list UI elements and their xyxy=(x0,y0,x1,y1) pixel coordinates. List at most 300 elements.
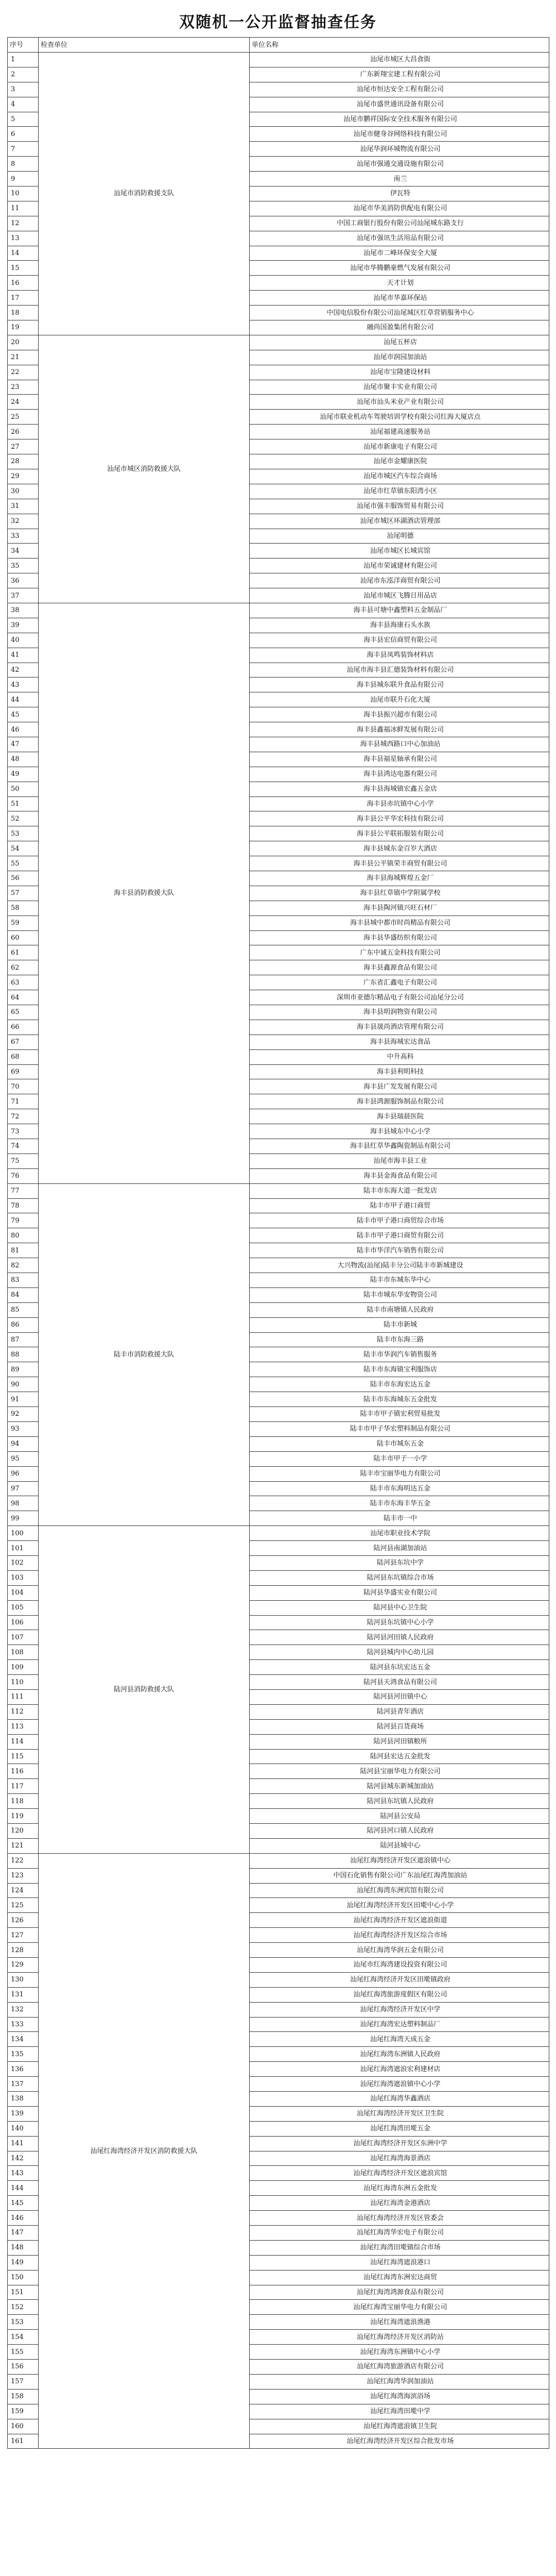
row-unit: 陆丰市一中 xyxy=(250,1511,549,1526)
row-unit: 汕尾市华美消防供配电有限公司 xyxy=(250,201,549,216)
row-seq: 22 xyxy=(8,365,39,380)
row-seq: 118 xyxy=(8,1794,39,1809)
row-seq: 161 xyxy=(8,2434,39,2449)
row-seq: 159 xyxy=(8,2404,39,2419)
row-unit: 汕尾福建高速服务站 xyxy=(250,425,549,439)
row-unit: 南兰 xyxy=(250,172,549,187)
row-seq: 137 xyxy=(8,2077,39,2092)
row-seq: 124 xyxy=(8,1883,39,1898)
row-seq: 23 xyxy=(8,380,39,395)
row-unit: 汕尾红海湾田墘五金 xyxy=(250,2121,549,2136)
row-seq: 122 xyxy=(8,1853,39,1868)
row-unit: 汕尾市华嘉环保站 xyxy=(250,291,549,306)
row-seq: 59 xyxy=(8,916,39,930)
row-unit: 陆河县河田镇中心 xyxy=(250,1689,549,1704)
row-unit: 深圳市亚德尔精品电子有限公司汕尾分公司 xyxy=(250,990,549,1005)
row-unit: 陆河县宏达五金批发 xyxy=(250,1749,549,1764)
row-seq: 15 xyxy=(8,261,39,276)
row-unit: 汕尾红海湾旅游酒店有限公司 xyxy=(250,2360,549,2375)
row-unit: 广东新翔宝建工程有限公司 xyxy=(250,67,549,82)
row-unit: 汕尾红海湾华润五金有限公司 xyxy=(250,1943,549,1958)
row-seq: 108 xyxy=(8,1645,39,1660)
row-unit: 海丰县晟尚酒店管理有限公司 xyxy=(250,1020,549,1035)
row-unit: 陆丰市甲子港口商贸有限公司 xyxy=(250,1228,549,1243)
row-seq: 6 xyxy=(8,127,39,142)
row-unit: 陆河县东坑中学 xyxy=(250,1555,549,1570)
row-seq: 70 xyxy=(8,1079,39,1094)
row-unit: 汕尾市健身谷网络科技有限公司 xyxy=(250,127,549,142)
row-seq: 28 xyxy=(8,454,39,469)
row-seq: 131 xyxy=(8,1987,39,2002)
table-row xyxy=(8,1526,549,1541)
row-unit: 汕尾红海湾经济开发区综合市场 xyxy=(250,1928,549,1943)
row-unit: 汕尾市金耀康医院 xyxy=(250,454,549,469)
row-seq: 83 xyxy=(8,1273,39,1288)
row-seq: 94 xyxy=(8,1436,39,1451)
row-seq: 78 xyxy=(8,1198,39,1213)
row-seq: 151 xyxy=(8,2285,39,2300)
row-dept: 汕尾市消防救援支队 xyxy=(39,53,250,335)
row-seq: 1 xyxy=(8,53,39,67)
row-seq: 62 xyxy=(8,960,39,975)
row-unit: 海丰县利明科技 xyxy=(250,1064,549,1079)
row-seq: 65 xyxy=(8,1005,39,1020)
table-row xyxy=(8,1183,549,1198)
row-seq: 87 xyxy=(8,1332,39,1347)
row-unit: 汕尾市润园加油站 xyxy=(250,350,549,365)
row-unit: 陆丰市新城 xyxy=(250,1317,549,1332)
row-unit: 陆丰市宝丽华电力有限公司 xyxy=(250,1466,549,1481)
row-unit: 陆丰市华洋汽车销售有限公司 xyxy=(250,1243,549,1258)
row-unit: 陆河县城中心 xyxy=(250,1838,549,1853)
row-seq: 42 xyxy=(8,663,39,677)
table-row xyxy=(8,53,549,67)
table-body xyxy=(8,53,549,2449)
row-seq: 79 xyxy=(8,1213,39,1228)
row-unit: 汕尾红海湾遮浪港口 xyxy=(250,2255,549,2270)
row-unit: 汕尾红海湾东洲五金批发 xyxy=(250,2181,549,2196)
row-unit: 陆丰市南塘镇人民政府 xyxy=(250,1302,549,1317)
row-unit: 汕尾红海湾遮浪镇中心小学 xyxy=(250,2077,549,2092)
row-seq: 68 xyxy=(8,1049,39,1064)
row-seq: 46 xyxy=(8,722,39,737)
row-unit: 陆河县东坑宏达五金 xyxy=(250,1660,549,1675)
row-unit: 汕尾红海湾经济开发区消防站 xyxy=(250,2330,549,2345)
row-seq: 60 xyxy=(8,930,39,945)
row-seq: 119 xyxy=(8,1809,39,1824)
row-seq: 38 xyxy=(8,603,39,618)
row-unit: 汕尾市鹏祥国际安全技术服务有限公司 xyxy=(250,112,549,127)
row-seq: 40 xyxy=(8,633,39,648)
row-seq: 128 xyxy=(8,1943,39,1958)
row-seq: 57 xyxy=(8,886,39,901)
row-unit: 汕尾红海湾经济开发区田墘中心小学 xyxy=(250,1898,549,1913)
row-seq: 45 xyxy=(8,707,39,722)
row-unit: 海丰县瑞晨医院 xyxy=(250,1109,549,1124)
row-seq: 37 xyxy=(8,588,39,603)
row-seq: 56 xyxy=(8,871,39,886)
row-seq: 31 xyxy=(8,499,39,514)
row-unit: 汕尾红海湾遮浪渔港 xyxy=(250,2315,549,2330)
row-seq: 100 xyxy=(8,1526,39,1541)
row-seq: 33 xyxy=(8,529,39,544)
header-seq: 序号 xyxy=(8,38,39,53)
row-seq: 91 xyxy=(8,1392,39,1407)
row-unit: 陆丰市东海镇宝利服饰店 xyxy=(250,1362,549,1377)
row-seq: 97 xyxy=(8,1481,39,1496)
row-seq: 92 xyxy=(8,1407,39,1422)
row-seq: 64 xyxy=(8,990,39,1005)
row-seq: 12 xyxy=(8,216,39,231)
row-unit: 广东中诚五金科技有限公司 xyxy=(250,945,549,960)
row-seq: 126 xyxy=(8,1913,39,1928)
row-unit: 汕尾红海湾田墘中学 xyxy=(250,2404,549,2419)
row-seq: 24 xyxy=(8,395,39,410)
row-seq: 152 xyxy=(8,2300,39,2315)
row-unit: 汕尾市聚丰实业有限公司 xyxy=(250,380,549,395)
row-seq: 17 xyxy=(8,291,39,306)
row-unit: 汕尾红海湾金港酒店 xyxy=(250,2196,549,2211)
row-seq: 140 xyxy=(8,2121,39,2136)
row-seq: 144 xyxy=(8,2181,39,2196)
row-unit: 汕尾红海湾经济开发区遮浪街道 xyxy=(250,1913,549,1928)
row-seq: 115 xyxy=(8,1749,39,1764)
row-unit: 汕尾红海湾遮浪宏利建材店 xyxy=(250,2062,549,2077)
row-unit: 汕尾市二峰环保安全大厦 xyxy=(250,246,549,261)
row-unit: 海丰县金海食品有限公司 xyxy=(250,1168,549,1183)
row-seq: 102 xyxy=(8,1555,39,1570)
row-unit: 汕尾市华腾鹏豪燃气发展有限公司 xyxy=(250,261,549,276)
row-seq: 98 xyxy=(8,1496,39,1511)
row-seq: 145 xyxy=(8,2196,39,2211)
row-seq: 117 xyxy=(8,1779,39,1794)
row-unit: 汕尾市红草镇东阳湾小区 xyxy=(250,484,549,499)
row-seq: 104 xyxy=(8,1585,39,1600)
row-seq: 127 xyxy=(8,1928,39,1943)
row-unit: 汕尾市汕头米业产业有限公司 xyxy=(250,395,549,410)
row-seq: 136 xyxy=(8,2062,39,2077)
row-seq: 153 xyxy=(8,2315,39,2330)
row-unit: 汕尾红海湾鸿源食品有限公司 xyxy=(250,2285,549,2300)
row-unit: 伊瓦特 xyxy=(250,187,549,201)
row-seq: 39 xyxy=(8,618,39,633)
row-seq: 26 xyxy=(8,425,39,439)
row-seq: 34 xyxy=(8,544,39,558)
row-seq: 148 xyxy=(8,2240,39,2255)
table-header-row xyxy=(8,38,549,53)
row-seq: 112 xyxy=(8,1704,39,1719)
row-unit: 陆丰市甲子港口商贸综合市场 xyxy=(250,1213,549,1228)
row-unit: 陆河县河田镇人民政府 xyxy=(250,1630,549,1645)
table-row xyxy=(8,603,549,618)
row-unit: 汕尾市海丰县工业 xyxy=(250,1154,549,1168)
row-seq: 51 xyxy=(8,796,39,811)
row-seq: 54 xyxy=(8,841,39,856)
row-seq: 143 xyxy=(8,2166,39,2181)
row-seq: 30 xyxy=(8,484,39,499)
row-unit: 海丰县海城镇宏鑫五金店 xyxy=(250,782,549,796)
row-seq: 10 xyxy=(8,187,39,201)
row-unit: 汕尾红海湾华润加油站 xyxy=(250,2374,549,2389)
row-unit: 海丰县红草镇中学附属学校 xyxy=(250,886,549,901)
row-unit: 陆河县公安局 xyxy=(250,1809,549,1824)
row-seq: 114 xyxy=(8,1734,39,1749)
row-unit: 陆丰市城东华安物资公司 xyxy=(250,1287,549,1302)
row-seq: 84 xyxy=(8,1287,39,1302)
row-unit: 汕尾市城区长城宾馆 xyxy=(250,544,549,558)
row-seq: 75 xyxy=(8,1154,39,1168)
row-unit: 海丰县鑫福冰鲜发展有限公司 xyxy=(250,722,549,737)
row-unit: 陆丰市东海丰华五金 xyxy=(250,1496,549,1511)
row-unit: 陆丰市甲子华宏塑料制品有限公司 xyxy=(250,1421,549,1436)
row-seq: 14 xyxy=(8,246,39,261)
row-unit: 汕尾红海湾宝丽华电力有限公司 xyxy=(250,2300,549,2315)
row-unit: 海丰县海康石头水族 xyxy=(250,618,549,633)
row-seq: 58 xyxy=(8,901,39,916)
row-unit: 陆河县河口镇人民政府 xyxy=(250,1823,549,1838)
row-seq: 19 xyxy=(8,320,39,335)
row-unit: 汕尾红海湾经济开发区东洲中学 xyxy=(250,2136,549,2151)
row-unit: 陆河县华盛实业有限公司 xyxy=(250,1585,549,1600)
row-seq: 149 xyxy=(8,2255,39,2270)
row-unit: 陆河县南湖加油站 xyxy=(250,1541,549,1556)
row-seq: 107 xyxy=(8,1630,39,1645)
row-dept: 汕尾红海湾经济开发区消防救援大队 xyxy=(39,1853,250,2449)
row-unit: 汕尾明德 xyxy=(250,529,549,544)
row-seq: 99 xyxy=(8,1511,39,1526)
row-dept: 陆河县消防救援大队 xyxy=(39,1526,250,1854)
row-seq: 27 xyxy=(8,439,39,454)
row-seq: 130 xyxy=(8,1972,39,1987)
row-unit: 汕尾市城区大昌食街 xyxy=(250,53,549,67)
row-seq: 16 xyxy=(8,276,39,291)
row-dept: 汕尾市城区消防救援大队 xyxy=(39,335,250,603)
row-seq: 105 xyxy=(8,1600,39,1615)
row-unit: 汕尾红海湾海景酒店 xyxy=(250,2151,549,2166)
row-seq: 150 xyxy=(8,2270,39,2285)
row-unit: 融尚国盈集团有限公司 xyxy=(250,320,549,335)
row-seq: 133 xyxy=(8,2017,39,2032)
row-unit: 海丰县华盛纺织有限公司 xyxy=(250,930,549,945)
row-seq: 25 xyxy=(8,410,39,425)
inspection-table xyxy=(7,37,549,2449)
row-seq: 147 xyxy=(8,2226,39,2241)
row-unit: 汕尾五杯店 xyxy=(250,335,549,350)
row-seq: 55 xyxy=(8,856,39,871)
row-unit: 中国工商银行股份有限公司汕尾城东路支行 xyxy=(250,216,549,231)
row-unit: 汕尾市联业机动车驾驶培训学校有限公司红海大厦店点 xyxy=(250,410,549,425)
row-seq: 5 xyxy=(8,112,39,127)
row-unit: 陆河县东坑镇综合市场 xyxy=(250,1570,549,1585)
row-unit: 汕尾红海湾经济开发区遮浪宾馆 xyxy=(250,2166,549,2181)
row-unit: 海丰县广发发展有限公司 xyxy=(250,1079,549,1094)
row-seq: 160 xyxy=(8,2419,39,2434)
row-unit: 陆河县城内中心幼儿园 xyxy=(250,1645,549,1660)
row-unit: 海丰县振兴超市有限公司 xyxy=(250,707,549,722)
row-seq: 125 xyxy=(8,1898,39,1913)
row-unit: 天才计划 xyxy=(250,276,549,291)
row-unit: 海丰县明润物资有限公司 xyxy=(250,1005,549,1020)
row-seq: 3 xyxy=(8,82,39,97)
row-seq: 95 xyxy=(8,1451,39,1466)
row-seq: 96 xyxy=(8,1466,39,1481)
row-unit: 汕尾红海湾天成五金 xyxy=(250,2032,549,2047)
row-seq: 134 xyxy=(8,2032,39,2047)
page-title: 双随机一公开监督抽查任务 xyxy=(179,13,377,31)
row-seq: 32 xyxy=(8,514,39,529)
row-seq: 52 xyxy=(8,811,39,826)
row-unit: 海丰县鑫源食品有限公司 xyxy=(250,960,549,975)
row-unit: 海丰县鸿源服饰制品有限公司 xyxy=(250,1094,549,1109)
row-seq: 158 xyxy=(8,2389,39,2404)
row-unit: 海丰县可塘中鑫塑料五金制品厂 xyxy=(250,603,549,618)
row-seq: 80 xyxy=(8,1228,39,1243)
row-seq: 71 xyxy=(8,1094,39,1109)
row-seq: 155 xyxy=(8,2345,39,2360)
row-unit: 汕尾红海湾华宏电子有限公司 xyxy=(250,2226,549,2241)
row-unit: 陆丰市东海大道一批发店 xyxy=(250,1183,549,1198)
row-seq: 41 xyxy=(8,648,39,663)
row-seq: 7 xyxy=(8,142,39,157)
row-seq: 9 xyxy=(8,172,39,187)
row-unit: 汕尾市荣诚建材有限公司 xyxy=(250,558,549,573)
row-unit: 汕尾红海湾经济开发区遮浪镇中心 xyxy=(250,1853,549,1868)
row-unit: 海丰县海城辉煌五金厂 xyxy=(250,871,549,886)
row-unit: 汕尾红海湾遮浪镇卫生院 xyxy=(250,2419,549,2434)
row-seq: 110 xyxy=(8,1675,39,1690)
row-unit: 广东省汇鑫电子有限公司 xyxy=(250,975,549,990)
row-seq: 154 xyxy=(8,2330,39,2345)
row-seq: 4 xyxy=(8,97,39,112)
row-seq: 129 xyxy=(8,1958,39,1973)
row-seq: 86 xyxy=(8,1317,39,1332)
row-unit: 汕尾红海湾经济开发区田墘镇政府 xyxy=(250,1972,549,1987)
row-unit: 汕尾红海湾宏达塑料制品厂 xyxy=(250,2017,549,2032)
row-seq: 120 xyxy=(8,1823,39,1838)
row-unit: 陆丰市甲子港口商贸 xyxy=(250,1198,549,1213)
row-unit: 中国电信股份有限公司汕尾城区红草营销服务中心 xyxy=(250,306,549,320)
row-seq: 116 xyxy=(8,1764,39,1779)
row-seq: 73 xyxy=(8,1124,39,1139)
row-unit: 汕尾红海湾东洲镇人民政府 xyxy=(250,2047,549,2062)
row-seq: 69 xyxy=(8,1064,39,1079)
row-seq: 89 xyxy=(8,1362,39,1377)
row-seq: 29 xyxy=(8,469,39,484)
row-seq: 61 xyxy=(8,945,39,960)
row-unit: 汕尾市强丰服饰贸易有限公司 xyxy=(250,499,549,514)
row-seq: 132 xyxy=(8,2002,39,2017)
row-unit: 海丰县公平华宏科技有限公司 xyxy=(250,811,549,826)
row-seq: 18 xyxy=(8,306,39,320)
row-unit: 汕尾市城区汽车综合商场 xyxy=(250,469,549,484)
row-unit: 陆丰市东海城东五金批发 xyxy=(250,1392,549,1407)
row-seq: 49 xyxy=(8,767,39,782)
row-unit: 海丰县海城宏达食品 xyxy=(250,1035,549,1049)
row-unit: 汕尾市新康电子有限公司 xyxy=(250,439,549,454)
row-unit: 陆河县河田镇粮所 xyxy=(250,1734,549,1749)
row-unit: 汕尾市强讯生活用品有限公司 xyxy=(250,231,549,246)
row-unit: 汕尾红海湾华鑫酒店 xyxy=(250,2092,549,2107)
row-unit: 陆丰市甲子一小学 xyxy=(250,1451,549,1466)
row-unit: 汕尾红海湾旅游度假区有限公司 xyxy=(250,1987,549,2002)
row-unit: 陆河县百货商场 xyxy=(250,1719,549,1734)
row-dept: 海丰县消防救援大队 xyxy=(39,603,250,1183)
row-unit: 陆河县城东新城加油站 xyxy=(250,1779,549,1794)
row-seq: 156 xyxy=(8,2360,39,2375)
row-seq: 66 xyxy=(8,1020,39,1035)
row-seq: 21 xyxy=(8,350,39,365)
row-seq: 85 xyxy=(8,1302,39,1317)
row-unit: 汕尾红海湾田墘镇综合市场 xyxy=(250,2240,549,2255)
row-unit: 陆河县青年酒店 xyxy=(250,1704,549,1719)
row-unit: 海丰县赤坑镇中心小学 xyxy=(250,796,549,811)
row-seq: 113 xyxy=(8,1719,39,1734)
row-seq: 44 xyxy=(8,692,39,707)
row-unit: 陆丰市东城东华中心 xyxy=(250,1273,549,1288)
row-unit: 中升高科 xyxy=(250,1049,549,1064)
row-unit: 海丰县公平镇荣丰商贸有限公司 xyxy=(250,856,549,871)
row-seq: 67 xyxy=(8,1035,39,1049)
row-unit: 汕尾红海湾海滨浴场 xyxy=(250,2389,549,2404)
row-unit: 海丰县城西路口中心加油站 xyxy=(250,737,549,752)
row-unit: 海丰县陶河镇兴旺石材厂 xyxy=(250,901,549,916)
table-row xyxy=(8,1853,549,1868)
row-seq: 48 xyxy=(8,752,39,767)
row-unit: 陆丰市东海明达五金 xyxy=(250,1481,549,1496)
row-unit: 陆丰市甲子镇宏利贸易批发 xyxy=(250,1407,549,1422)
row-seq: 141 xyxy=(8,2136,39,2151)
row-unit: 陆丰市东海三路 xyxy=(250,1332,549,1347)
row-unit: 陆河县中心卫生院 xyxy=(250,1600,549,1615)
row-unit: 汕尾红海湾经济开发区管委会 xyxy=(250,2211,549,2226)
row-seq: 76 xyxy=(8,1168,39,1183)
row-seq: 53 xyxy=(8,826,39,841)
row-unit: 陆河县天鸿食品有限公司 xyxy=(250,1675,549,1690)
row-unit: 汕尾市城区环湖酒店管理部 xyxy=(250,514,549,529)
row-seq: 2 xyxy=(8,67,39,82)
row-unit: 汕尾红海湾东洲宾馆有限公司 xyxy=(250,1883,549,1898)
row-seq: 8 xyxy=(8,157,39,172)
row-seq: 93 xyxy=(8,1421,39,1436)
row-unit: 汕尾市城区飞腾日用品店 xyxy=(250,588,549,603)
row-seq: 139 xyxy=(8,2106,39,2121)
row-seq: 74 xyxy=(8,1139,39,1154)
row-unit: 陆丰市东海宏达五金 xyxy=(250,1377,549,1392)
row-seq: 35 xyxy=(8,558,39,573)
row-seq: 142 xyxy=(8,2151,39,2166)
row-seq: 146 xyxy=(8,2211,39,2226)
row-unit: 海丰县福星轴承有限公司 xyxy=(250,752,549,767)
row-seq: 135 xyxy=(8,2047,39,2062)
row-seq: 77 xyxy=(8,1183,39,1198)
row-unit: 陆河县东坑镇中心小学 xyxy=(250,1615,549,1630)
row-unit: 海丰县城东联升食品有限公司 xyxy=(250,677,549,692)
row-dept: 陆丰市消防救援大队 xyxy=(39,1183,250,1526)
row-unit: 汕尾市联升石化大厦 xyxy=(250,692,549,707)
row-unit: 汕尾红海湾经济开发区卫生院 xyxy=(250,2106,549,2121)
row-seq: 123 xyxy=(8,1868,39,1883)
row-seq: 111 xyxy=(8,1689,39,1704)
row-unit: 陆河县东坑镇人民政府 xyxy=(250,1794,549,1809)
row-seq: 72 xyxy=(8,1109,39,1124)
row-unit: 海丰县城东中心小学 xyxy=(250,1124,549,1139)
row-seq: 81 xyxy=(8,1243,39,1258)
row-seq: 50 xyxy=(8,782,39,796)
row-unit: 海丰县宏信商贸有限公司 xyxy=(250,633,549,648)
row-unit: 汕尾红海湾东洲镇中心小学 xyxy=(250,2345,549,2360)
row-unit: 海丰县公平联拓服装有限公司 xyxy=(250,826,549,841)
row-seq: 13 xyxy=(8,231,39,246)
